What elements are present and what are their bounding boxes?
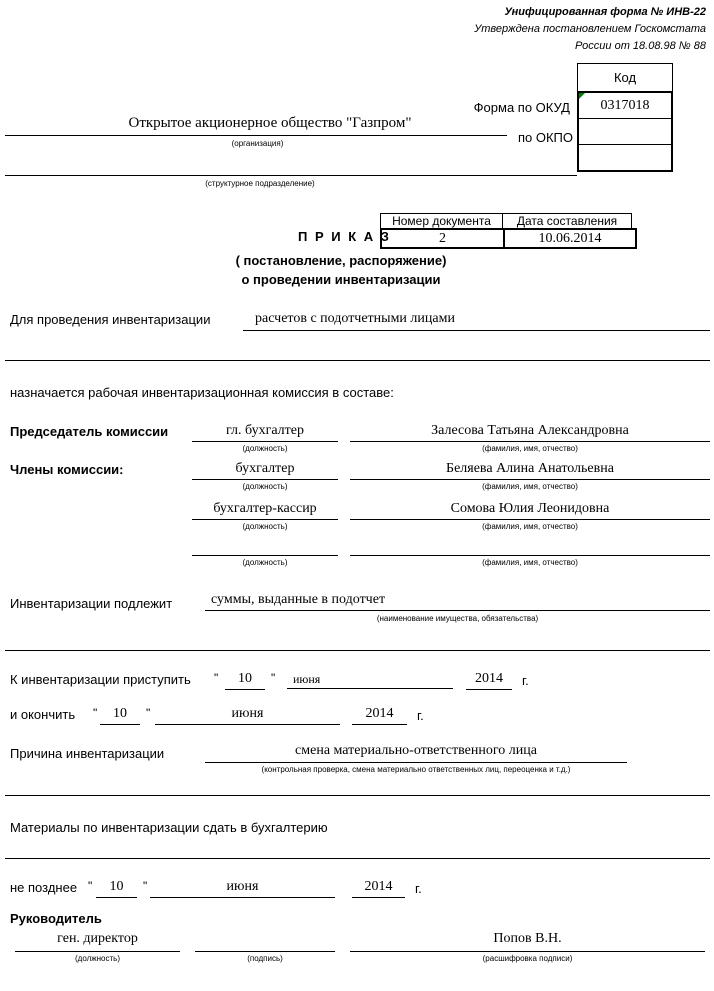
commission-name-field[interactable]: Сомова Юлия Леонидовна — [350, 501, 710, 520]
reason-label: Причина инвентаризации — [10, 746, 165, 761]
start-day-field[interactable]: 10 — [225, 671, 265, 690]
organization-name-field[interactable]: Открытое акционерное общество "Газпром" — [128, 115, 412, 131]
doc-date-cell[interactable]: 10.06.2014 — [538, 231, 602, 246]
commission-position-field[interactable] — [192, 537, 338, 556]
approval-note-line2: России от 18.08.98 № 88 — [574, 40, 706, 52]
finish-day-field[interactable]: 10 — [100, 706, 140, 725]
close-quote: " — [146, 706, 151, 720]
doc-info-table — [380, 213, 637, 249]
order-title: П Р И К А З — [298, 229, 391, 244]
reason-continuation-line — [5, 795, 710, 796]
head-label: Руководитель — [10, 911, 102, 926]
signature-caption: (подпись) — [247, 954, 283, 963]
head-position-field[interactable]: ген. директор — [15, 931, 180, 952]
start-month-field[interactable]: июня — [287, 671, 453, 689]
cell-note-triangle — [579, 93, 585, 99]
order-subtitle-subject: о проведении инвентаризации — [241, 272, 441, 287]
position-caption: (должность) — [242, 482, 288, 491]
organization-underline — [5, 135, 507, 136]
open-quote: " — [214, 671, 219, 685]
purpose-label: Для проведения инвентаризации — [10, 312, 211, 327]
commission-name-field[interactable] — [350, 537, 710, 556]
okpo-label: по ОКПО — [517, 130, 573, 145]
head-name-field[interactable]: Попов В.Н. — [350, 931, 705, 952]
position-caption: (должность) — [242, 444, 288, 453]
commission-position-field[interactable]: бухгалтер — [192, 461, 338, 480]
code-header-cell: Код — [577, 63, 673, 92]
open-quote: " — [93, 706, 98, 720]
deadline-year-field[interactable]: 2014 — [352, 879, 405, 898]
commission-name-field[interactable]: Залесова Татьяна Александровна — [350, 423, 710, 442]
approval-note-line1: Утверждена постановлением Госкомстата — [474, 23, 706, 35]
commission-position-field[interactable]: гл. бухгалтер — [192, 423, 338, 442]
form-title-note: Унифицированная форма № ИНВ-22 — [504, 6, 706, 18]
commission-intro: назначается рабочая инвентаризационная комиссия в составе: — [10, 385, 394, 400]
commission-position-field[interactable]: бухгалтер-кассир — [192, 501, 338, 520]
chairman-label: Председатель комиссии — [10, 424, 169, 439]
finish-label: и окончить — [10, 707, 76, 722]
finish-year-field[interactable]: 2014 — [352, 706, 407, 725]
subject-continuation-line — [5, 650, 710, 651]
doc-date-header: Дата составления — [502, 213, 632, 229]
deadline-day-field[interactable]: 10 — [96, 879, 137, 898]
position-caption: (должность) — [75, 954, 120, 963]
doc-number-cell[interactable]: 2 — [382, 230, 505, 247]
doc-number-header: Номер документа — [380, 213, 503, 229]
name-caption: (фамилия, имя, отчество) — [482, 522, 578, 531]
year-suffix: г. — [522, 673, 529, 688]
signature-name-caption: (расшифровка подписи) — [482, 954, 573, 963]
commission-name-field[interactable]: Беляева Алина Анатольевна — [350, 461, 710, 480]
subject-value-field[interactable]: суммы, выданные в подотчет — [205, 592, 710, 611]
name-caption: (фамилия, имя, отчество) — [482, 444, 578, 453]
open-quote: " — [88, 879, 93, 893]
unit-underline — [5, 175, 577, 176]
unit-caption: (структурное подразделение) — [205, 179, 315, 188]
reason-caption: (контрольная проверка, смена материально ответственных лиц, переоценка и т.д.) — [261, 765, 571, 774]
order-subtitle-parenthetical: ( постановление, распоряжение) — [235, 253, 447, 268]
extra-code-cell[interactable] — [579, 145, 671, 170]
start-year-field[interactable]: 2014 — [466, 671, 512, 690]
name-caption: (фамилия, имя, отчество) — [482, 558, 578, 567]
members-label: Члены комиссии: — [10, 462, 124, 477]
materials-label: Материалы по инвентаризации сдать в бухгалтерию — [10, 820, 328, 835]
position-caption: (должность) — [242, 522, 288, 531]
organization-caption: (организация) — [231, 139, 284, 148]
deadline-label: не позднее — [10, 880, 78, 895]
subject-caption: (наименование имущества, обязательства) — [376, 614, 539, 623]
reason-value-field[interactable]: смена материально-ответственного лица — [205, 743, 627, 763]
purpose-continuation-line — [5, 360, 710, 361]
subject-label: Инвентаризации подлежит — [10, 596, 173, 611]
okud-label: Форма по ОКУД — [473, 100, 570, 115]
code-box — [577, 91, 673, 172]
okpo-value-cell[interactable] — [579, 119, 671, 145]
signature-field[interactable] — [195, 931, 335, 952]
year-suffix: г. — [415, 881, 422, 896]
start-label: К инвентаризации приступить — [10, 672, 191, 687]
year-suffix: г. — [417, 708, 424, 723]
finish-month-field[interactable]: июня — [155, 706, 340, 725]
materials-continuation-line — [5, 858, 710, 859]
close-quote: " — [271, 671, 276, 685]
name-caption: (фамилия, имя, отчество) — [482, 482, 578, 491]
okud-value-cell[interactable]: 0317018 — [579, 93, 671, 119]
purpose-value-field[interactable]: расчетов с подотчетными лицами — [243, 311, 710, 331]
position-caption: (должность) — [242, 558, 288, 567]
deadline-month-field[interactable]: июня — [150, 879, 335, 898]
close-quote: " — [143, 879, 148, 893]
